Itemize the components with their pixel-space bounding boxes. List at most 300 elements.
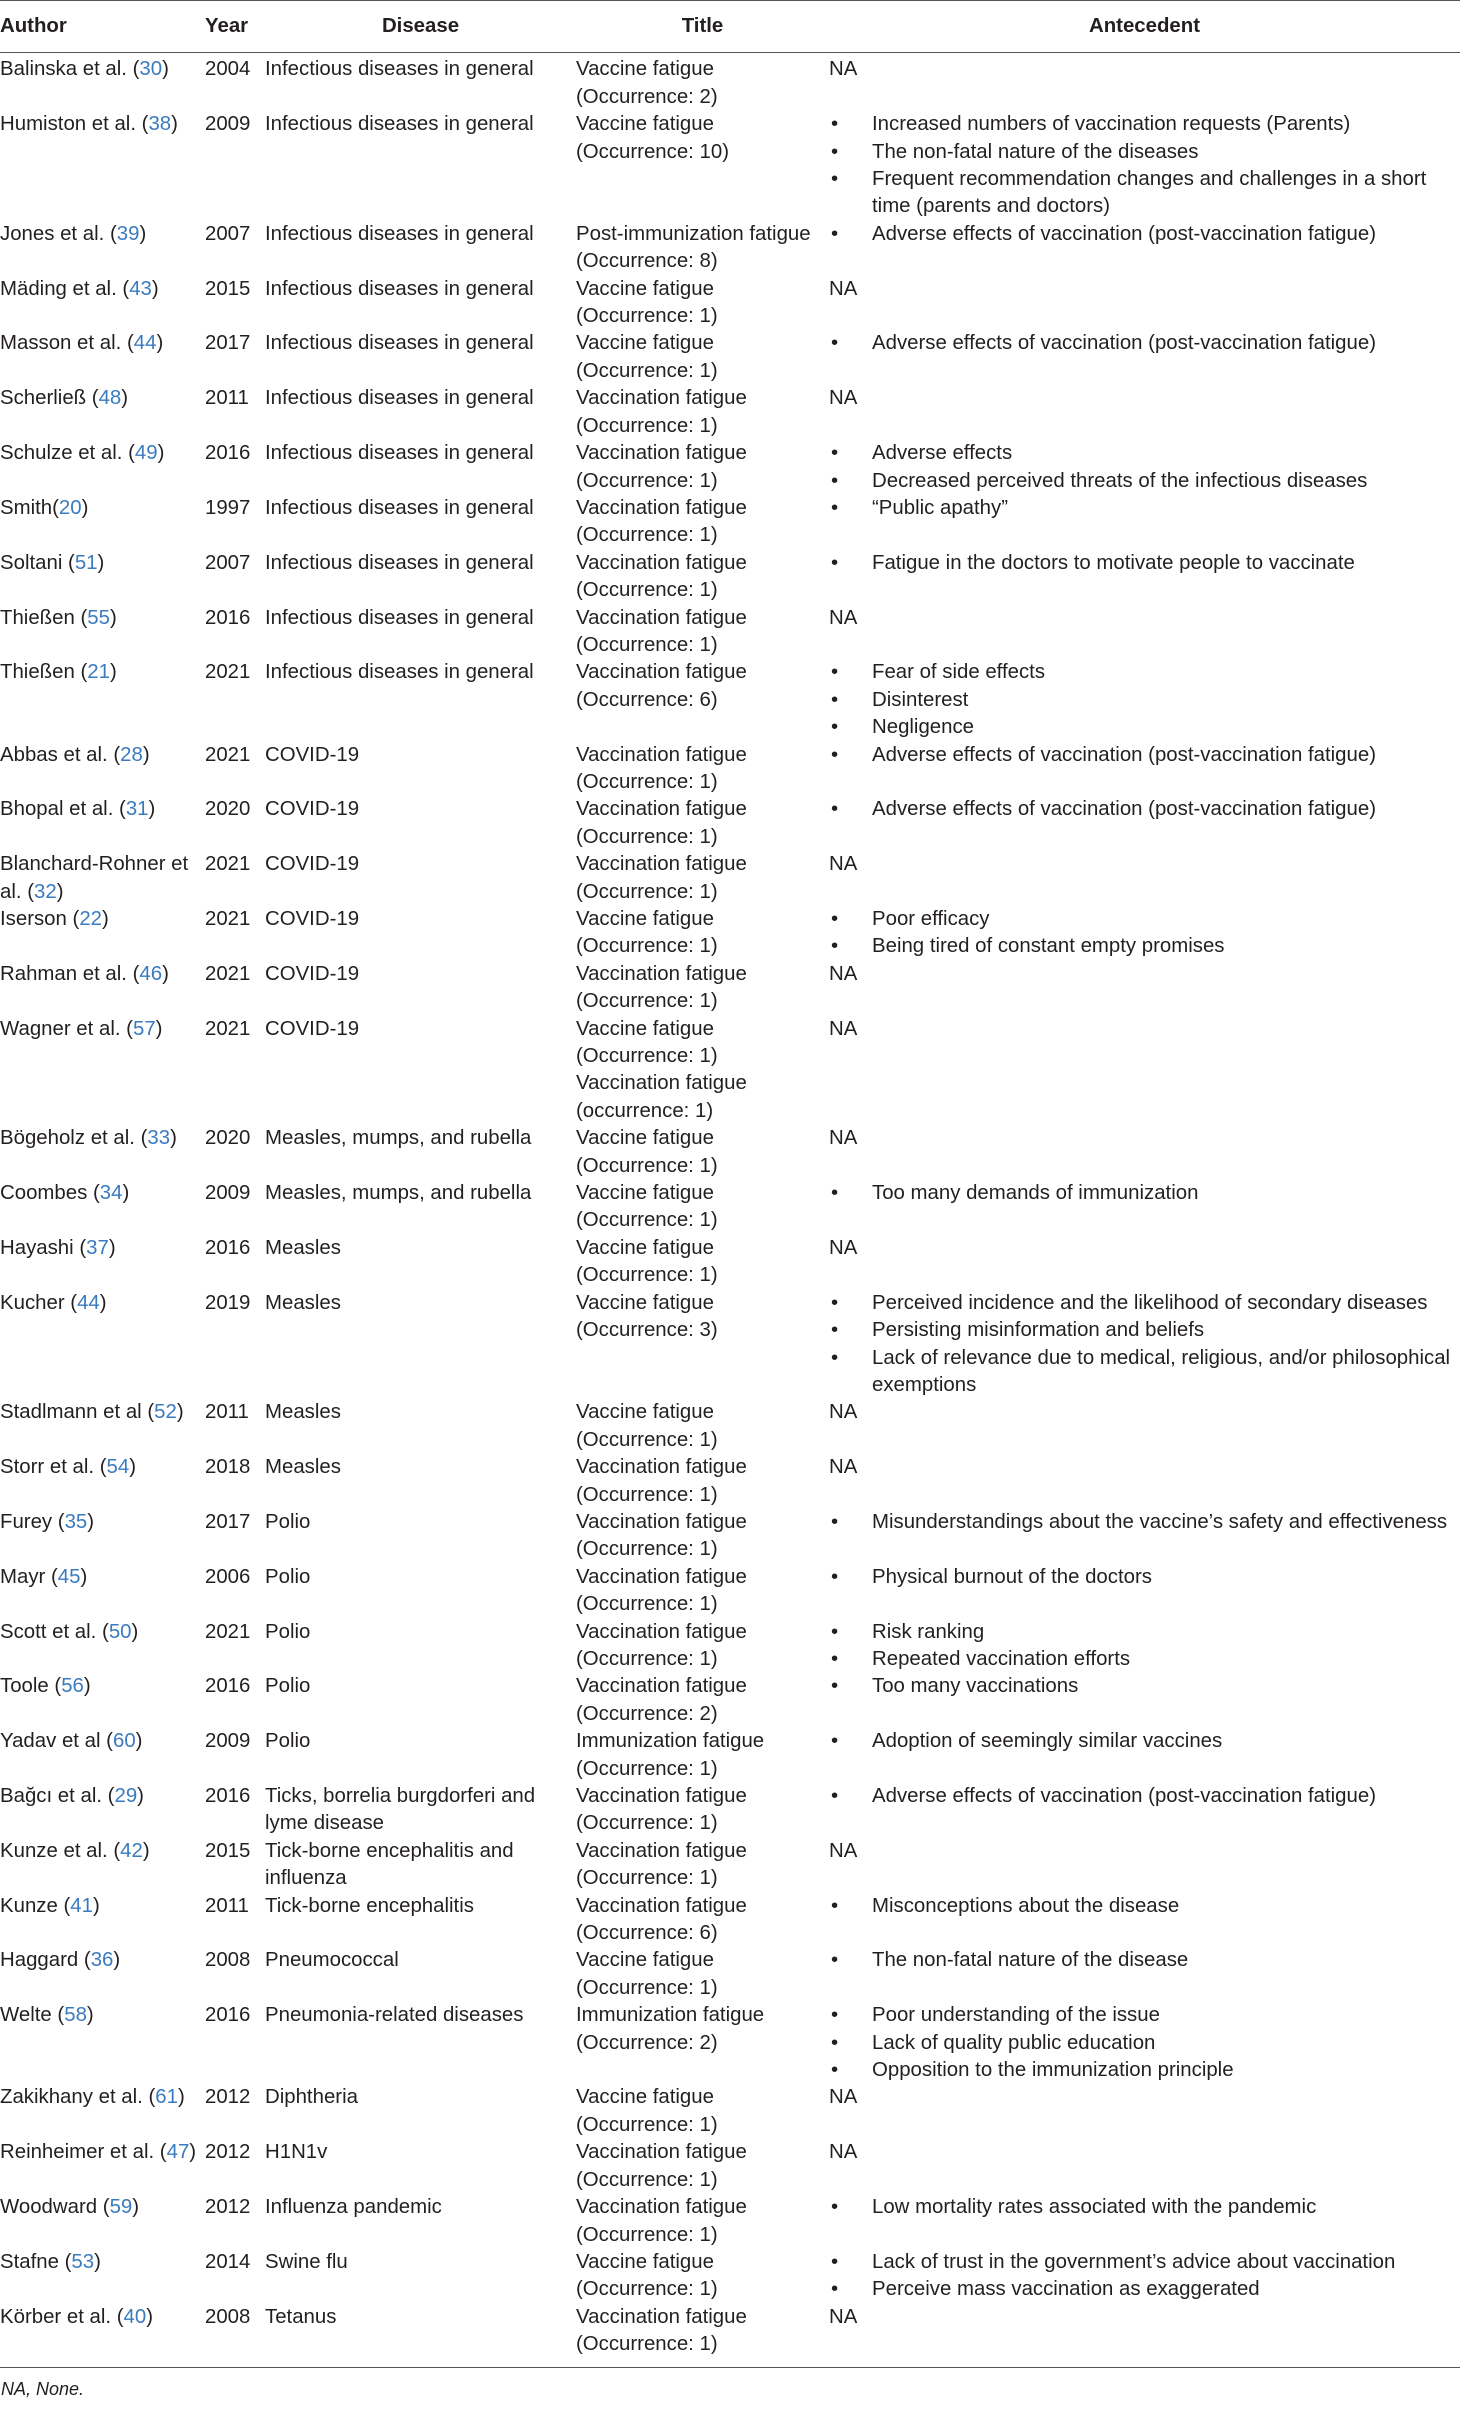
- reference-link[interactable]: 31: [125, 798, 149, 821]
- reference-link[interactable]: 55: [87, 606, 110, 629]
- reference-link[interactable]: 48: [98, 387, 122, 410]
- antecedent-item-text: Risk ranking: [872, 1620, 985, 1643]
- author-name: Toole: [0, 1675, 49, 1698]
- cell-title: [576, 1125, 829, 1180]
- cell-year: 2015: [205, 1839, 251, 1862]
- cell-year: 2011: [205, 1894, 249, 1917]
- antecedent-text: NA: [829, 58, 858, 81]
- antecedent-item: [829, 1646, 1460, 1673]
- reference-link[interactable]: 44: [133, 332, 157, 355]
- cell-disease: Polio: [265, 1675, 311, 1698]
- cell-author: Coombes (34): [0, 1182, 130, 1205]
- antecedent-text: NA: [829, 2305, 858, 2328]
- cell-year: 2016: [205, 1236, 251, 1259]
- title-line: (Occurrence: 1): [576, 524, 718, 547]
- table-row: [0, 1399, 1460, 1454]
- title-line: Vaccine fatigue: [576, 332, 714, 355]
- reference-link[interactable]: 30: [139, 58, 163, 81]
- bullet-icon: •: [831, 1647, 839, 1670]
- reference-link[interactable]: 32: [34, 880, 57, 903]
- title-line: (Occurrence: 1): [576, 1154, 718, 1177]
- reference-link[interactable]: 60: [112, 1730, 136, 1753]
- bullet-icon: •: [831, 743, 839, 766]
- cell-year: 2017: [205, 1510, 251, 1533]
- antecedent-item: [829, 468, 1460, 495]
- title-line: Vaccination fatigue: [576, 606, 747, 629]
- reference-link[interactable]: 40: [123, 2305, 147, 2328]
- table-footnote: NA, None.: [0, 2367, 1460, 2404]
- author-name: Coombes: [0, 1182, 88, 1205]
- cell-antecedent: [829, 2304, 1460, 2367]
- antecedent-item-text: Adverse effects of vaccination (post-vaccination fatigue): [872, 798, 1376, 821]
- cell-antecedent: [829, 1619, 1460, 1674]
- bullet-icon: •: [831, 140, 839, 163]
- author-name: Bögeholz et al.: [0, 1127, 135, 1150]
- title-line: (Occurrence: 1): [576, 2113, 718, 2136]
- cell-disease: COVID-19: [265, 1017, 360, 1040]
- title-line: Vaccination fatigue: [576, 2141, 747, 2164]
- reference-link[interactable]: 42: [120, 1839, 143, 1862]
- title-line: (Occurrence: 1): [576, 1812, 718, 1835]
- antecedent-list: [829, 1673, 1460, 1700]
- antecedent-item: [829, 1564, 1460, 1591]
- cell-antecedent: [829, 1016, 1460, 1126]
- cell-author: Zakikhany et al. (61): [0, 2086, 185, 2109]
- author-name: Schulze et al.: [0, 442, 123, 465]
- cell-author: Smith(20): [0, 496, 89, 519]
- table-row: [0, 1783, 1460, 1838]
- reference-link[interactable]: 52: [154, 1401, 177, 1424]
- cell-year: 2021: [205, 853, 251, 876]
- antecedent-item-text: The non-fatal nature of the diseases: [872, 140, 1199, 163]
- cell-antecedent: [829, 1947, 1460, 2002]
- antecedent-list: [829, 330, 1460, 357]
- cell-year: 2014: [205, 2250, 251, 2273]
- title-line: Vaccination fatigue: [576, 496, 747, 519]
- cell-disease: Measles: [265, 1456, 341, 1479]
- cell-disease: Measles: [265, 1401, 341, 1424]
- author-name: Mäding et al.: [0, 277, 117, 300]
- antecedent-item: [829, 166, 1460, 221]
- author-name: Kunze: [0, 1894, 58, 1917]
- cell-antecedent: [829, 1783, 1460, 1838]
- antecedent-item: [829, 2249, 1460, 2276]
- antecedent-item: [829, 1728, 1460, 1755]
- table-row: [0, 1564, 1460, 1619]
- title-line: (Occurrence: 1): [576, 2333, 718, 2356]
- reference-link[interactable]: 50: [108, 1620, 132, 1643]
- bullet-icon: •: [831, 2059, 839, 2082]
- cell-year: 2009: [205, 113, 251, 136]
- antecedent-item: [829, 906, 1460, 933]
- reference-link[interactable]: 57: [132, 1017, 156, 1040]
- reference-link[interactable]: 37: [86, 1236, 109, 1259]
- title-line: (Occurrence: 1): [576, 880, 718, 903]
- antecedent-item-text: Perceive mass vaccination as exaggerated: [872, 2278, 1260, 2301]
- author-name: Smith: [0, 496, 53, 519]
- reference-link[interactable]: 47: [166, 2141, 190, 2164]
- cell-year: 2008: [205, 1949, 251, 1972]
- cell-year: 2021: [205, 908, 251, 930]
- cell-disease: Polio: [265, 1565, 311, 1588]
- reference-link[interactable]: 39: [116, 222, 140, 245]
- reference-link[interactable]: 59: [109, 2196, 133, 2219]
- author-name: Soltani: [0, 551, 63, 574]
- cell-title: [576, 659, 829, 741]
- cell-title: [576, 495, 829, 550]
- cell-year: 2008: [205, 2305, 251, 2328]
- antecedent-item-text: Opposition to the immunization principle: [872, 2059, 1234, 2082]
- antecedent-item-text: Low mortality rates associated with the pandemic: [872, 2196, 1317, 2219]
- cell-author: Bhopal et al. (31): [0, 798, 156, 821]
- cell-title: [576, 1619, 829, 1674]
- author-name: Humiston et al.: [0, 113, 136, 136]
- title-line: Vaccination fatigue: [576, 387, 747, 410]
- cell-antecedent: [829, 1454, 1460, 1509]
- bullet-icon: •: [831, 1346, 839, 1369]
- reference-link[interactable]: 43: [129, 277, 152, 300]
- cell-antecedent: [829, 1235, 1460, 1290]
- cell-title: [576, 2002, 829, 2084]
- author-name: Scott et al.: [0, 1620, 97, 1643]
- cell-author: Kunze et al. (42): [0, 1839, 150, 1862]
- cell-year: 2018: [205, 1456, 251, 1479]
- cell-antecedent: [829, 906, 1460, 961]
- table-row: [0, 1235, 1460, 1290]
- cell-author: Schulze et al. (49): [0, 442, 165, 465]
- title-line: Post-immunization fatigue: [576, 222, 811, 245]
- reference-link[interactable]: 45: [57, 1565, 81, 1588]
- title-line: (Occurrence: 3): [576, 1319, 718, 1342]
- author-name: Iserson: [0, 908, 67, 930]
- title-line: (Occurrence: 1): [576, 1209, 718, 1232]
- title-line: Vaccination fatigue: [576, 798, 747, 821]
- author-name: Mayr: [0, 1565, 46, 1588]
- bullet-icon: •: [831, 908, 839, 930]
- antecedent-item-text: Being tired of constant empty promises: [872, 935, 1225, 958]
- antecedent-item-text: Misunderstandings about the vaccine’s safety and effectiveness: [872, 1510, 1448, 1533]
- title-line: (Occurrence: 1): [576, 825, 718, 848]
- cell-author: Haggard (36): [0, 1949, 121, 1972]
- bullet-icon: •: [831, 1291, 839, 1314]
- cell-title: [576, 2249, 829, 2304]
- title-line: (Occurrence: 1): [576, 359, 718, 382]
- antecedent-item-text: Persisting misinformation and beliefs: [872, 1319, 1205, 1342]
- cell-title: [576, 2084, 829, 2139]
- antecedent-list: [829, 1947, 1460, 1974]
- cell-year: 2016: [205, 2004, 251, 2027]
- cell-author: Thießen (55): [0, 606, 117, 629]
- reference-link[interactable]: 38: [148, 113, 172, 136]
- cell-antecedent: [829, 2249, 1460, 2304]
- cell-title: [576, 1893, 829, 1948]
- reference-link[interactable]: 35: [64, 1510, 88, 1533]
- cell-disease: Swine flu: [265, 2250, 348, 2273]
- table-row: [0, 440, 1460, 495]
- title-line: Vaccine fatigue: [576, 1291, 714, 1314]
- cell-author: Welte (58): [0, 2004, 94, 2027]
- antecedent-item: [829, 1317, 1460, 1344]
- cell-disease: Diphtheria: [265, 2086, 358, 2109]
- cell-title: [576, 2304, 829, 2367]
- antecedent-item: [829, 111, 1460, 138]
- cell-antecedent: [829, 1509, 1460, 1564]
- antecedent-item: [829, 440, 1460, 467]
- title-line: Vaccination fatigue: [576, 551, 747, 574]
- cell-disease: Infectious diseases in general: [265, 332, 534, 355]
- title-line: Vaccination fatigue: [576, 1510, 747, 1533]
- antecedent-item-text: Lack of quality public education: [872, 2031, 1156, 2054]
- antecedent-text: NA: [829, 387, 858, 410]
- cell-author: Stadlmann et al (52): [0, 1401, 184, 1424]
- title-line: (Occurrence: 1): [576, 1483, 718, 1506]
- title-line: Vaccination fatigue: [576, 962, 747, 985]
- antecedent-item-text: Misconceptions about the disease: [872, 1894, 1180, 1917]
- antecedent-item: [829, 1783, 1460, 1810]
- cell-year: 1997: [205, 496, 251, 519]
- author-name: Thießen: [0, 606, 75, 629]
- cell-antecedent: [829, 2002, 1460, 2084]
- antecedent-list: [829, 111, 1460, 221]
- cell-author: Toole (56): [0, 1675, 91, 1698]
- cell-title: [576, 1509, 829, 1564]
- cell-disease: Infectious diseases in general: [265, 113, 534, 136]
- table-row: [0, 1509, 1460, 1564]
- antecedent-item: [829, 2057, 1460, 2084]
- title-line: Vaccination fatigue: [576, 1072, 747, 1095]
- title-line: Vaccine fatigue: [576, 1949, 714, 1972]
- cell-antecedent: [829, 440, 1460, 495]
- author-name: Yadav et al: [0, 1730, 101, 1753]
- reference-link[interactable]: 29: [114, 1785, 138, 1807]
- cell-disease: Tick-borne encephalitis: [265, 1894, 474, 1917]
- cell-title: [576, 1947, 829, 2002]
- cell-author: Mäding et al. (43): [0, 277, 159, 300]
- cell-disease: Infectious diseases in general: [265, 442, 534, 465]
- title-line: (Occurrence: 1): [576, 1264, 718, 1287]
- cell-year: 2020: [205, 1127, 251, 1150]
- cell-author: Woodward (59): [0, 2196, 140, 2219]
- cell-antecedent: [829, 1728, 1460, 1783]
- cell-author: Jones et al. (39): [0, 222, 147, 245]
- title-line: Vaccine fatigue: [576, 1017, 714, 1040]
- bullet-icon: •: [831, 1565, 839, 1588]
- antecedent-list: [829, 906, 1460, 961]
- cell-title: [576, 1783, 829, 1838]
- title-line: (Occurrence: 1): [576, 305, 718, 328]
- cell-disease: Pneumonia-related diseases: [265, 2004, 524, 2027]
- title-line: (Occurrence: 1): [576, 2223, 718, 2246]
- antecedent-item: [829, 495, 1460, 522]
- table-row: [0, 1838, 1460, 1893]
- cell-title: [576, 1728, 829, 1783]
- cell-year: 2012: [205, 2196, 251, 2219]
- cell-title: [576, 2139, 829, 2194]
- title-line: Immunization fatigue: [576, 1730, 765, 1753]
- table-row: [0, 221, 1460, 276]
- cell-author: Soltani (51): [0, 551, 105, 574]
- antecedent-list: [829, 742, 1460, 769]
- cell-disease: Measles, mumps, and rubella: [265, 1127, 532, 1150]
- title-line: (Occurrence: 1): [576, 633, 718, 656]
- cell-author: Blanchard-Rohner et al. (32): [0, 853, 189, 903]
- antecedent-item: [829, 2276, 1460, 2303]
- table-row: [0, 1673, 1460, 1728]
- bullet-icon: •: [831, 496, 839, 519]
- cell-disease: COVID-19: [265, 962, 360, 985]
- cell-author: Masson et al. (44): [0, 332, 164, 355]
- reference-link[interactable]: 22: [79, 908, 103, 930]
- cell-antecedent: [829, 659, 1460, 741]
- antecedent-list: [829, 2194, 1460, 2221]
- reference-link[interactable]: 20: [58, 496, 82, 519]
- author-name: Rahman et al.: [0, 962, 127, 985]
- author-name: Wagner et al.: [0, 1017, 121, 1040]
- title-line: (Occurrence: 6): [576, 688, 718, 711]
- antecedent-list: [829, 1728, 1460, 1755]
- column-header-year: Year: [205, 1, 265, 53]
- antecedent-list: [829, 1893, 1460, 1920]
- column-header-disease: Disease: [265, 1, 576, 53]
- reference-link[interactable]: 34: [99, 1182, 123, 1205]
- antecedent-list: [829, 2002, 1460, 2084]
- reference-link[interactable]: 54: [106, 1456, 130, 1479]
- cell-title: [576, 1399, 829, 1454]
- reference-link[interactable]: 58: [64, 2004, 87, 2027]
- antecedent-text: NA: [829, 277, 858, 300]
- cell-antecedent: [829, 1399, 1460, 1454]
- bullet-icon: •: [831, 1785, 839, 1807]
- antecedent-text: NA: [829, 2086, 858, 2109]
- reference-link[interactable]: 33: [147, 1127, 171, 1150]
- column-header-author: Author: [0, 1, 205, 53]
- title-line: (Occurrence: 8): [576, 250, 718, 273]
- cell-title: [576, 1180, 829, 1235]
- reference-link[interactable]: 28: [120, 743, 143, 766]
- cell-author: Furey (35): [0, 1510, 95, 1533]
- cell-title: [576, 961, 829, 1016]
- author-name: Stadlmann et al: [0, 1401, 142, 1424]
- reference-link[interactable]: 49: [134, 442, 158, 465]
- antecedent-text: NA: [829, 2141, 858, 2164]
- title-line: (Occurrence: 2): [576, 2031, 718, 2054]
- table-row: [0, 2084, 1460, 2139]
- reference-link[interactable]: 53: [71, 2250, 95, 2273]
- title-line: Vaccination fatigue: [576, 853, 747, 876]
- antecedent-text: NA: [829, 962, 858, 985]
- antecedent-text: NA: [829, 1401, 858, 1424]
- cell-title: [576, 796, 829, 851]
- antecedent-item-text: Lack of trust in the government’s advice about vaccination: [872, 2250, 1396, 2273]
- cell-year: 2021: [205, 962, 251, 985]
- bullet-icon: •: [831, 1730, 839, 1753]
- cell-title: [576, 1673, 829, 1728]
- bullet-icon: •: [831, 2004, 839, 2027]
- antecedent-list: [829, 550, 1460, 577]
- reference-link[interactable]: 51: [74, 551, 98, 574]
- table-row: [0, 111, 1460, 221]
- table-row: [0, 1016, 1460, 1126]
- cell-disease: Tetanus: [265, 2305, 337, 2328]
- cell-disease: Infectious diseases in general: [265, 496, 534, 519]
- cell-title: [576, 440, 829, 495]
- title-line: (Occurrence: 1): [576, 1428, 718, 1451]
- cell-antecedent: [829, 2194, 1460, 2249]
- reference-link[interactable]: 61: [155, 2086, 178, 2109]
- cell-author: Scott et al. (50): [0, 1620, 139, 1643]
- cell-disease: COVID-19: [265, 853, 360, 876]
- antecedent-text: NA: [829, 1127, 858, 1150]
- cell-disease: Infectious diseases in general: [265, 387, 534, 410]
- title-line: Vaccine fatigue: [576, 908, 714, 930]
- antecedent-list: [829, 221, 1460, 248]
- cell-antecedent: [829, 1125, 1460, 1180]
- cell-antecedent: [829, 605, 1460, 660]
- author-name: Zakikhany et al.: [0, 2086, 143, 2109]
- cell-antecedent: [829, 1673, 1460, 1728]
- title-line: Vaccine fatigue: [576, 277, 714, 300]
- bullet-icon: •: [831, 1319, 839, 1342]
- bullet-icon: •: [831, 1894, 839, 1917]
- author-name: Welte: [0, 2004, 52, 2027]
- cell-year: 2009: [205, 1730, 251, 1753]
- title-line: Vaccination fatigue: [576, 442, 747, 465]
- table-row: [0, 1728, 1460, 1783]
- cell-disease: Infectious diseases in general: [265, 661, 534, 684]
- antecedent-item-text: Disinterest: [872, 688, 969, 711]
- bullet-icon: •: [831, 113, 839, 136]
- cell-title: [576, 1016, 829, 1126]
- reference-link[interactable]: 21: [87, 661, 110, 684]
- cell-antecedent: [829, 330, 1460, 385]
- reference-link[interactable]: 41: [70, 1894, 93, 1917]
- author-name: Hayashi: [0, 1236, 74, 1259]
- antecedent-text: NA: [829, 1839, 858, 1862]
- antecedent-list: [829, 659, 1460, 741]
- reference-link[interactable]: 36: [90, 1949, 114, 1972]
- reference-link[interactable]: 44: [77, 1291, 100, 1314]
- antecedent-item-text: Adverse effects of vaccination (post-vaccination fatigue): [872, 332, 1376, 355]
- author-name: Bhopal et al.: [0, 798, 114, 821]
- title-line: (Occurrence: 1): [576, 1757, 718, 1780]
- table-header-row: [0, 1, 1460, 53]
- bullet-icon: •: [831, 332, 839, 355]
- cell-year: 2021: [205, 743, 251, 766]
- bullet-icon: •: [831, 469, 839, 492]
- antecedent-text: NA: [829, 853, 858, 876]
- reference-link[interactable]: 56: [61, 1675, 84, 1698]
- column-header-title: Title: [576, 1, 829, 53]
- table-row: [0, 1125, 1460, 1180]
- cell-author: Iserson (22): [0, 908, 109, 930]
- cell-antecedent: [829, 550, 1460, 605]
- bullet-icon: •: [831, 661, 839, 684]
- antecedent-list: [829, 1619, 1460, 1674]
- cell-disease: H1N1v: [265, 2141, 328, 2164]
- reference-link[interactable]: 46: [139, 962, 163, 985]
- cell-antecedent: [829, 495, 1460, 550]
- cell-title: [576, 385, 829, 440]
- antecedent-item: [829, 687, 1460, 714]
- cell-antecedent: [829, 53, 1460, 111]
- cell-year: 2012: [205, 2086, 251, 2109]
- antecedent-item-text: Decreased perceived threats of the infectious diseases: [872, 469, 1368, 492]
- title-line: (Occurrence: 2): [576, 85, 718, 108]
- table-row: [0, 742, 1460, 797]
- cell-year: 2020: [205, 798, 251, 821]
- cell-year: 2012: [205, 2141, 251, 2164]
- author-name: Kucher: [0, 1291, 65, 1314]
